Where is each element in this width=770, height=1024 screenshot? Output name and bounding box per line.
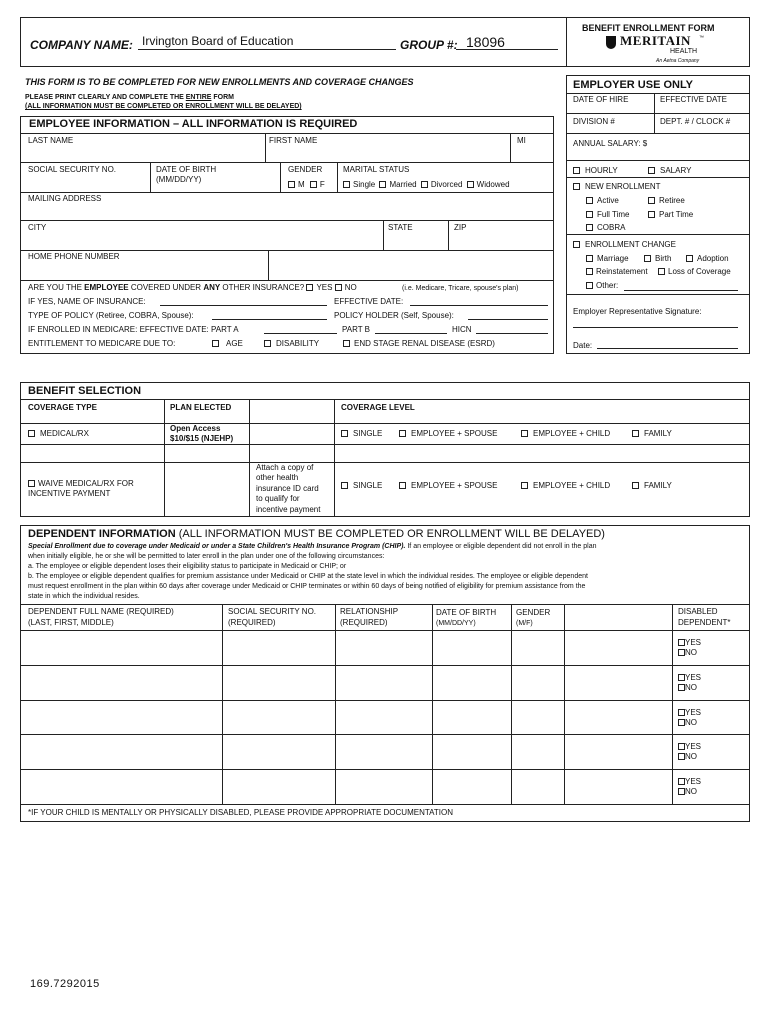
rule xyxy=(20,734,750,735)
part-time-checkbox[interactable] xyxy=(648,211,655,218)
dependent-3-no-checkbox[interactable] xyxy=(678,719,685,726)
dependent-2-disabled-no: NO xyxy=(678,683,697,693)
reinstatement-option: Reinstatement xyxy=(586,267,648,277)
dependent-dob-header: DATE OF BIRTH xyxy=(436,608,497,617)
policy-type-line xyxy=(212,319,327,320)
gender-m-checkbox[interactable] xyxy=(288,181,295,188)
other-insurance-question: ARE YOU THE EMPLOYEE COVERED UNDER ANY OTHER INSURANCE? YES NO xyxy=(28,283,357,292)
logo-tm: ™ xyxy=(699,35,704,41)
marital-status-label: MARITAL STATUS xyxy=(343,165,410,174)
rule xyxy=(566,234,750,235)
waive-checkbox[interactable] xyxy=(28,480,35,487)
dependent-4-disabled-yes: YES xyxy=(678,742,701,752)
enrollment-change-option: ENROLLMENT CHANGE xyxy=(573,240,676,250)
gender-f-checkbox[interactable] xyxy=(310,181,317,188)
single-checkbox[interactable] xyxy=(343,181,350,188)
hourly-checkbox[interactable] xyxy=(573,167,580,174)
medical-single-checkbox[interactable] xyxy=(341,430,348,437)
form-code: 169.7292015 xyxy=(30,978,100,990)
dependent-gender-subheader: (M/F) xyxy=(516,620,533,627)
dependent-3-disabled-no: NO xyxy=(678,718,697,728)
rule xyxy=(20,665,750,666)
rule xyxy=(510,133,511,162)
insurance-examples: (i.e. Medicare, Tricare, spouse's plan) xyxy=(402,285,519,292)
special-enrollment-line4: b. The employee or eligible dependent qualifies for premium assistance under Medicaid or CHIP at the state level in which the individual resides. The employee or eligible dependent xyxy=(28,573,588,580)
group-number-underline xyxy=(456,49,558,50)
rule xyxy=(383,220,384,250)
salary-checkbox[interactable] xyxy=(648,167,655,174)
dependent-4-disabled-no: NO xyxy=(678,752,697,762)
dependent-name-header: DEPENDENT FULL NAME (REQUIRED) xyxy=(28,607,174,616)
company-name-value[interactable]: Irvington Board of Education xyxy=(142,34,294,48)
rule xyxy=(20,700,750,701)
dependent-4-no-checkbox[interactable] xyxy=(678,753,685,760)
employer-date-line xyxy=(597,348,738,349)
divorced-checkbox[interactable] xyxy=(421,181,428,188)
rule xyxy=(566,177,750,178)
widowed-checkbox[interactable] xyxy=(467,181,474,188)
plan-elected-header: PLAN ELECTED xyxy=(170,403,232,412)
birth-checkbox[interactable] xyxy=(644,255,651,262)
logo-text: MERITAIN xyxy=(620,33,691,48)
benefit-selection-title: BENEFIT SELECTION xyxy=(28,385,142,397)
rule xyxy=(265,133,266,162)
employer-use-title: EMPLOYER USE ONLY xyxy=(573,79,694,91)
coverage-level-header: COVERAGE LEVEL xyxy=(341,403,415,412)
header-divider xyxy=(566,17,567,67)
company-name-label: COMPANY NAME: xyxy=(30,38,133,52)
dependent-info-title: DEPENDENT INFORMATION (ALL INFORMATION MUST BE COMPLETED OR ENROLLMENT WILL BE DELAYED) xyxy=(28,528,605,540)
part-a-line xyxy=(264,333,337,334)
dependent-gender-header: GENDER xyxy=(516,608,551,617)
ssn-label: SOCIAL SECURITY NO. xyxy=(28,165,117,174)
city-label: CITY xyxy=(28,223,47,232)
active-checkbox[interactable] xyxy=(586,197,593,204)
special-enrollment-line3: a. The employee or eligible dependent loses their eligibility status to participate in Medicaid or CHIP; or xyxy=(28,563,347,570)
dept-clock-label: DEPT. # / CLOCK # xyxy=(660,117,731,126)
rule xyxy=(164,399,165,517)
hourly-option: HOURLY xyxy=(573,166,618,176)
home-phone-label: HOME PHONE NUMBER xyxy=(28,252,120,261)
dependent-disabled-subheader: DEPENDENT* xyxy=(678,618,731,627)
dependent-disabled-header: DISABLED xyxy=(678,607,718,616)
employer-date-label: Date: xyxy=(573,341,593,350)
dependent-5-yes-checkbox[interactable] xyxy=(678,778,685,785)
age-checkbox[interactable] xyxy=(212,340,219,347)
state-label: STATE xyxy=(388,223,413,232)
rule xyxy=(20,423,750,424)
mailing-address-label: MAILING ADDRESS xyxy=(28,194,102,203)
waive-emp-child-option: EMPLOYEE + CHILD xyxy=(521,481,610,491)
full-time-checkbox[interactable] xyxy=(586,211,593,218)
hicn-label: HICN xyxy=(452,325,472,334)
coverage-type-header: COVERAGE TYPE xyxy=(28,403,97,412)
waive-single-option: SINGLE xyxy=(341,481,382,491)
dependent-ssn-header: SOCIAL SECURITY NO. xyxy=(228,607,317,616)
marriage-checkbox[interactable] xyxy=(586,255,593,262)
rule xyxy=(20,192,554,193)
rule xyxy=(20,250,554,251)
special-enrollment-line2: when initially eligible, he or she will be permitted to later enroll in the plan under one of the following circumstances: xyxy=(28,553,385,560)
rule xyxy=(150,162,151,192)
rule xyxy=(20,280,554,281)
reinstatement-checkbox[interactable] xyxy=(586,268,593,275)
other-insurance-yes-checkbox[interactable] xyxy=(306,284,313,291)
disability-option: DISABILITY xyxy=(264,339,319,349)
employer-effective-date-label: EFFECTIVE DATE xyxy=(660,95,727,104)
disabled-footnote: *IF YOUR CHILD IS MENTALLY OR PHYSICALLY DISABLED, PLEASE PROVIDE APPROPRIATE DOCUMENTATION xyxy=(28,808,453,817)
other-insurance-no-checkbox[interactable] xyxy=(335,284,342,291)
policy-holder-label: POLICY HOLDER (Self, Spouse): xyxy=(334,311,454,320)
medicare-part-a-label: IF ENROLLED IN MEDICARE: EFFECTIVE DATE: PART A xyxy=(28,325,239,334)
zip-label: ZIP xyxy=(454,223,467,232)
rule xyxy=(448,220,449,250)
waive-single-checkbox[interactable] xyxy=(341,482,348,489)
rule xyxy=(564,604,565,804)
dob-label: DATE OF BIRTH xyxy=(156,165,217,174)
rule xyxy=(432,604,433,804)
date-of-hire-label: DATE OF HIRE xyxy=(573,95,629,104)
rule xyxy=(20,630,750,631)
entitlement-label: ENTITLEMENT TO MEDICARE DUE TO: xyxy=(28,339,176,348)
enrollment-change-checkbox[interactable] xyxy=(573,241,580,248)
medical-family-option: FAMILY xyxy=(632,429,672,439)
medical-emp-spouse-checkbox[interactable] xyxy=(399,430,406,437)
insurance-name-label: IF YES, NAME OF INSURANCE: xyxy=(28,297,146,306)
retiree-checkbox[interactable] xyxy=(648,197,655,204)
marriage-option: Marriage xyxy=(586,254,629,264)
rule xyxy=(222,604,223,804)
retiree-option: Retiree xyxy=(648,196,685,206)
waive-emp-child-checkbox[interactable] xyxy=(521,482,528,489)
medical-emp-child-option: EMPLOYEE + CHILD xyxy=(521,429,610,439)
medical-single-option: SINGLE xyxy=(341,429,382,439)
rule xyxy=(268,250,269,280)
dependent-2-disabled-yes: YES xyxy=(678,673,701,683)
other-checkbox[interactable] xyxy=(586,282,593,289)
rule xyxy=(335,604,336,804)
special-enrollment-line6: state in which the individual resides. xyxy=(28,593,140,600)
rule xyxy=(280,162,281,192)
part-b-line xyxy=(375,333,447,334)
division-label: DIVISION # xyxy=(573,117,615,126)
adoption-checkbox[interactable] xyxy=(686,255,693,262)
mi-label: MI xyxy=(517,136,526,145)
intro-heading: THIS FORM IS TO BE COMPLETED FOR NEW ENROLLMENTS AND COVERAGE CHANGES xyxy=(25,77,414,87)
group-number-value[interactable]: 18096 xyxy=(466,34,505,50)
attach-note-4: to qualify for xyxy=(256,494,300,503)
full-time-option: Full Time xyxy=(586,210,629,220)
dependent-3-yes-checkbox[interactable] xyxy=(678,709,685,716)
salary-option: SALARY xyxy=(648,166,691,176)
first-name-label: FIRST NAME xyxy=(269,136,318,145)
rule xyxy=(20,133,554,134)
marital-options: Single Married Divorced Widowed xyxy=(343,180,510,190)
hicn-line xyxy=(476,333,548,334)
group-number-label: GROUP #: xyxy=(400,38,458,52)
rule xyxy=(249,399,250,517)
rule xyxy=(20,604,750,605)
rule xyxy=(334,399,335,517)
effective-date-line xyxy=(410,305,548,306)
employee-info-title: EMPLOYEE INFORMATION – ALL INFORMATION IS REQUIRED xyxy=(29,118,358,130)
part-time-option: Part Time xyxy=(648,210,693,220)
dependent-5-disabled-yes: YES xyxy=(678,777,701,787)
plan-name-line2: $10/$15 (NJEHP) xyxy=(170,434,234,443)
meritain-shield-icon xyxy=(606,36,616,49)
logo-subtext: HEALTH xyxy=(670,48,698,55)
annual-salary-label: ANNUAL SALARY: $ xyxy=(573,139,648,148)
form-title: BENEFIT ENROLLMENT FORM xyxy=(582,23,715,33)
last-name-label: LAST NAME xyxy=(28,136,74,145)
dependent-relationship-header: RELATIONSHIP xyxy=(340,607,399,616)
dependent-1-no-checkbox[interactable] xyxy=(678,649,685,656)
dependent-5-no-checkbox[interactable] xyxy=(678,788,685,795)
dependent-ssn-subheader: (REQUIRED) xyxy=(228,618,276,627)
rule xyxy=(20,399,750,400)
dependent-relationship-subheader: (REQUIRED) xyxy=(340,618,388,627)
dependent-dob-subheader: (MM/DD/YY) xyxy=(436,620,476,627)
intro-line2: PLEASE PRINT CLEARLY AND COMPLETE THE ENTIRE FORM xyxy=(25,94,234,101)
insurance-name-line xyxy=(160,305,327,306)
waive-emp-spouse-option: EMPLOYEE + SPOUSE xyxy=(399,481,497,491)
employer-signature-label: Employer Representative Signature: xyxy=(573,307,702,316)
dob-format: (MM/DD/YY) xyxy=(156,175,202,184)
company-name-underline xyxy=(138,49,396,50)
waive-emp-spouse-checkbox[interactable] xyxy=(399,482,406,489)
waive-family-checkbox[interactable] xyxy=(632,482,639,489)
dependent-1-disabled-yes: YES xyxy=(678,638,701,648)
rule xyxy=(20,162,554,163)
dependent-3-disabled-yes: YES xyxy=(678,708,701,718)
loss-of-coverage-option: Loss of Coverage xyxy=(658,267,731,277)
esrd-option: END STAGE RENAL DISEASE (ESRD) xyxy=(343,339,495,349)
cobra-checkbox[interactable] xyxy=(586,224,593,231)
medical-rx-checkbox[interactable] xyxy=(28,430,35,437)
rule xyxy=(20,804,750,805)
rule xyxy=(20,462,750,463)
attach-note-3: insurance ID card xyxy=(256,484,319,493)
policy-type-label: TYPE OF POLICY (Retiree, COBRA, Spouse): xyxy=(28,311,194,320)
medical-rx-option: MEDICAL/RX xyxy=(28,429,89,439)
dependent-1-disabled-no: NO xyxy=(678,648,697,658)
rule xyxy=(566,133,750,134)
medical-family-checkbox[interactable] xyxy=(632,430,639,437)
dependent-4-yes-checkbox[interactable] xyxy=(678,743,685,750)
age-option: AGE xyxy=(212,339,243,349)
attach-note-5: incentive payment xyxy=(256,505,321,514)
attach-note-2: other health xyxy=(256,473,299,482)
employer-signature-line xyxy=(573,327,738,328)
dependent-name-subheader: (LAST, FIRST, MIDDLE) xyxy=(28,618,114,627)
waive-family-option: FAMILY xyxy=(632,481,672,491)
effective-date-label: EFFECTIVE DATE: xyxy=(334,297,404,306)
loss-of-coverage-checkbox[interactable] xyxy=(658,268,665,275)
rule xyxy=(566,294,750,295)
part-b-label: PART B xyxy=(342,325,371,334)
rule xyxy=(566,160,750,161)
esrd-checkbox[interactable] xyxy=(343,340,350,347)
intro-line3: (ALL INFORMATION MUST BE COMPLETED OR ENROLLMENT WILL BE DELAYED) xyxy=(25,103,302,110)
dependent-1-yes-checkbox[interactable] xyxy=(678,639,685,646)
active-option: Active xyxy=(586,196,619,206)
special-enrollment-line5: must request enrollment in the plan within 60 days after coverage under Medicaid or CHIP terminates or within 60 days of being notified of eligibility for premium assistance from the xyxy=(28,583,586,590)
other-option: Other: xyxy=(586,281,618,291)
birth-option: Birth xyxy=(644,254,671,264)
dependent-2-no-checkbox[interactable] xyxy=(678,684,685,691)
cobra-option: COBRA xyxy=(586,223,625,233)
gender-options: M F xyxy=(288,180,325,190)
rule xyxy=(20,444,750,445)
rule xyxy=(566,113,750,114)
adoption-option: Adoption xyxy=(686,254,729,264)
new-enrollment-option: NEW ENROLLMENT xyxy=(573,182,661,192)
disability-checkbox[interactable] xyxy=(264,340,271,347)
rule xyxy=(337,162,338,192)
special-enrollment-line1: Special Enrollment due to coverage under Medicaid or under a State Children's Health Insurance Program (CHIP). If an employee or eligible dependent did not enroll in the plan xyxy=(28,543,597,550)
dependent-5-disabled-no: NO xyxy=(678,787,697,797)
new-enrollment-checkbox[interactable] xyxy=(573,183,580,190)
medical-emp-child-checkbox[interactable] xyxy=(521,430,528,437)
rule xyxy=(566,93,750,94)
medical-emp-spouse-option: EMPLOYEE + SPOUSE xyxy=(399,429,497,439)
married-checkbox[interactable] xyxy=(379,181,386,188)
rule xyxy=(20,769,750,770)
waive-line2: INCENTIVE PAYMENT xyxy=(28,489,111,498)
gender-label: GENDER xyxy=(288,165,323,174)
rule xyxy=(672,604,673,804)
policy-holder-line xyxy=(468,319,548,320)
plan-name-line1: Open Access xyxy=(170,424,221,433)
logo-tagline: An Aetna Company xyxy=(656,58,700,64)
rule xyxy=(20,220,554,221)
attach-note-1: Attach a copy of xyxy=(256,463,314,472)
waive-option: WAIVE MEDICAL/RX FOR xyxy=(28,479,134,489)
other-line xyxy=(624,290,738,291)
dependent-2-yes-checkbox[interactable] xyxy=(678,674,685,681)
rule xyxy=(511,604,512,804)
